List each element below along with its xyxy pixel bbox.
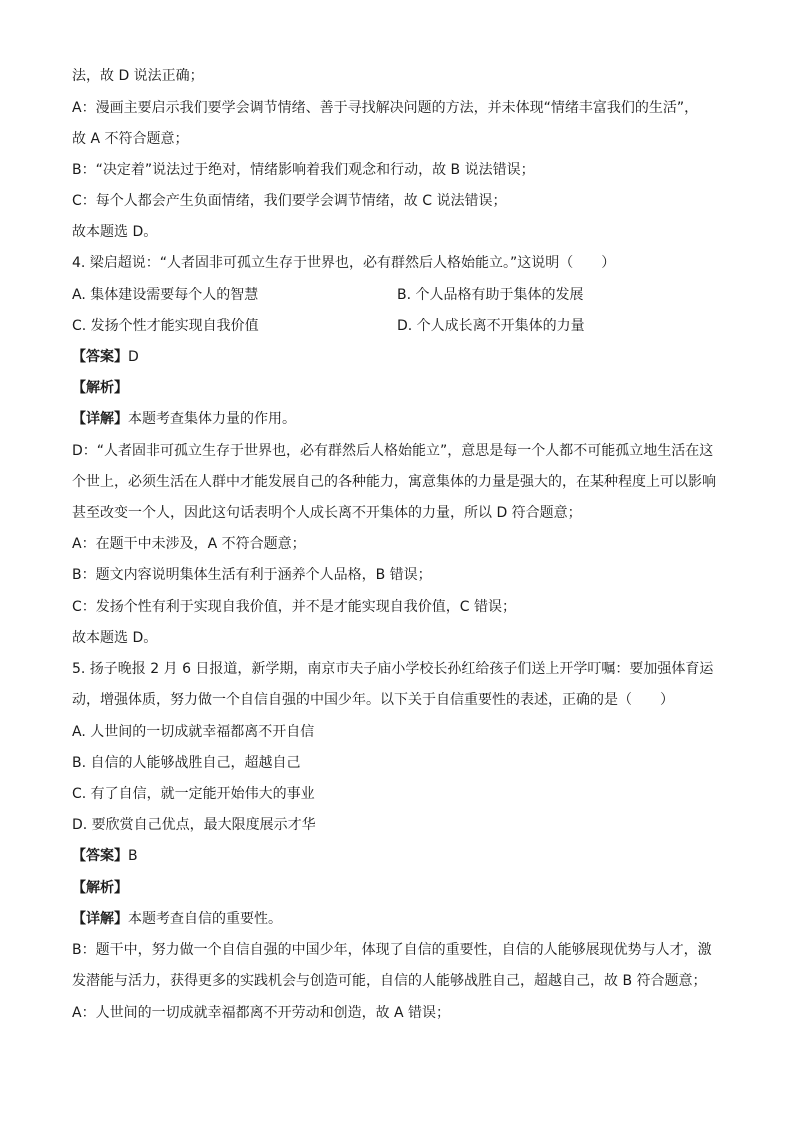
q4-explanation-line: C：发扬个性有利于实现自我价值，并不是才能实现自我价值，C 错误；: [72, 599, 516, 615]
question-4-stem: 4. 梁启超说：“人者固非可孤立生存于世界也，必有群然后人格始能立。”这说明（ ）: [72, 255, 616, 271]
q5-analysis-label: [72, 878, 128, 898]
q4-option-d: D. 个人成长离不开集体的力量: [397, 318, 585, 334]
answer-value: B: [128, 848, 138, 864]
q4-option-c: C. 发扬个性才能实现自我价值: [72, 318, 259, 334]
text-line: 法，故 D 说法正确；: [72, 68, 204, 84]
q5-detail: [72, 909, 282, 929]
analysis-tag: 【解析】: [72, 380, 128, 396]
analysis-tag: 【解析】: [72, 880, 128, 896]
question-5-stem: 5. 扬子晚报 2 月 6 日报道，新学期，南京市夫子庙小学校长孙红给孩子们送上开学叮嘱：要加强体育运: [72, 661, 714, 677]
answer-tag: 【答案】: [72, 349, 128, 365]
q5-explanation-line: 发潜能与活力，获得更多的实践机会与创造可能，自信的人能够战胜自己，超越自己，故 B 符合题意；: [72, 973, 707, 989]
q4-answer: [72, 347, 139, 367]
q4-explanation-line: A：在题干中未涉及，A 不符合题意；: [72, 536, 306, 552]
text-line: C：每个人都会产生负面情绪，我们要学会调节情绪，故 C 说法错误；: [72, 193, 507, 209]
q4-analysis-label: [72, 378, 128, 398]
text-line: A：漫画主要启示我们要学会调节情绪、善于寻找解决问题的方法，并未体现“情绪丰富我们的生活”，: [72, 100, 699, 116]
q4-explanation-line: 甚至改变一个人，因此这句话表明个人成长离不开集体的力量，所以 D 符合题意；: [72, 505, 582, 521]
q5-answer: [72, 846, 138, 866]
q4-explanation-line: D：“人者固非可孤立生存于世界也，必有群然后人格始能立”，意思是每一个人都不可能孤立地生活在这: [72, 443, 714, 459]
detail-text: 本题考查集体力量的作用。: [128, 411, 296, 427]
q5-option-a: A. 人世间的一切成就幸福都离不开自信: [72, 724, 315, 740]
text-line: 故本题选 D。: [72, 224, 158, 240]
q4-option-b: B. 个人品格有助于集体的发展: [397, 287, 584, 303]
q4-explanation-line: 个世上，必须生活在人群中才能发展自己的各种能力，寓意集体的力量是强大的，在某种程度上可以影响: [72, 474, 716, 490]
q4-option-a: A. 集体建设需要每个人的智慧: [72, 287, 259, 303]
q5-option-c: C. 有了自信，就一定能开始伟大的事业: [72, 786, 315, 802]
detail-tag: 【详解】: [72, 911, 128, 927]
detail-tag: 【详解】: [72, 411, 128, 427]
q5-explanation-line: B：题干中，努力做一个自信自强的中国少年，体现了自信的重要性，自信的人能够展现优势与人才，激: [72, 942, 712, 958]
q4-explanation-line: B：题文内容说明集体生活有利于涵养个人品格，B 错误；: [72, 567, 432, 583]
detail-text: 本题考查自信的重要性。: [128, 911, 282, 927]
q4-detail: [72, 409, 296, 429]
question-5-stem: 动，增强体质，努力做一个自信自强的中国少年。以下关于自信重要性的表述，正确的是（ ）: [72, 692, 674, 708]
q5-option-b: B. 自信的人能够战胜自己，超越自己: [72, 755, 301, 771]
answer-value: D: [128, 349, 139, 365]
q5-option-d: D. 要欣赏自己优点，最大限度展示才华: [72, 817, 316, 833]
q5-explanation-line: A：人世间的一切成就幸福都离不开劳动和创造，故 A 错误；: [72, 1005, 451, 1021]
text-line: 故 A 不符合题意；: [72, 131, 189, 147]
q4-explanation-line: 故本题选 D。: [72, 630, 158, 646]
text-line: B：“决定着”说法过于绝对，情绪影响着我们观念和行动，故 B 说法错误；: [72, 162, 535, 178]
answer-tag: 【答案】: [72, 848, 128, 864]
